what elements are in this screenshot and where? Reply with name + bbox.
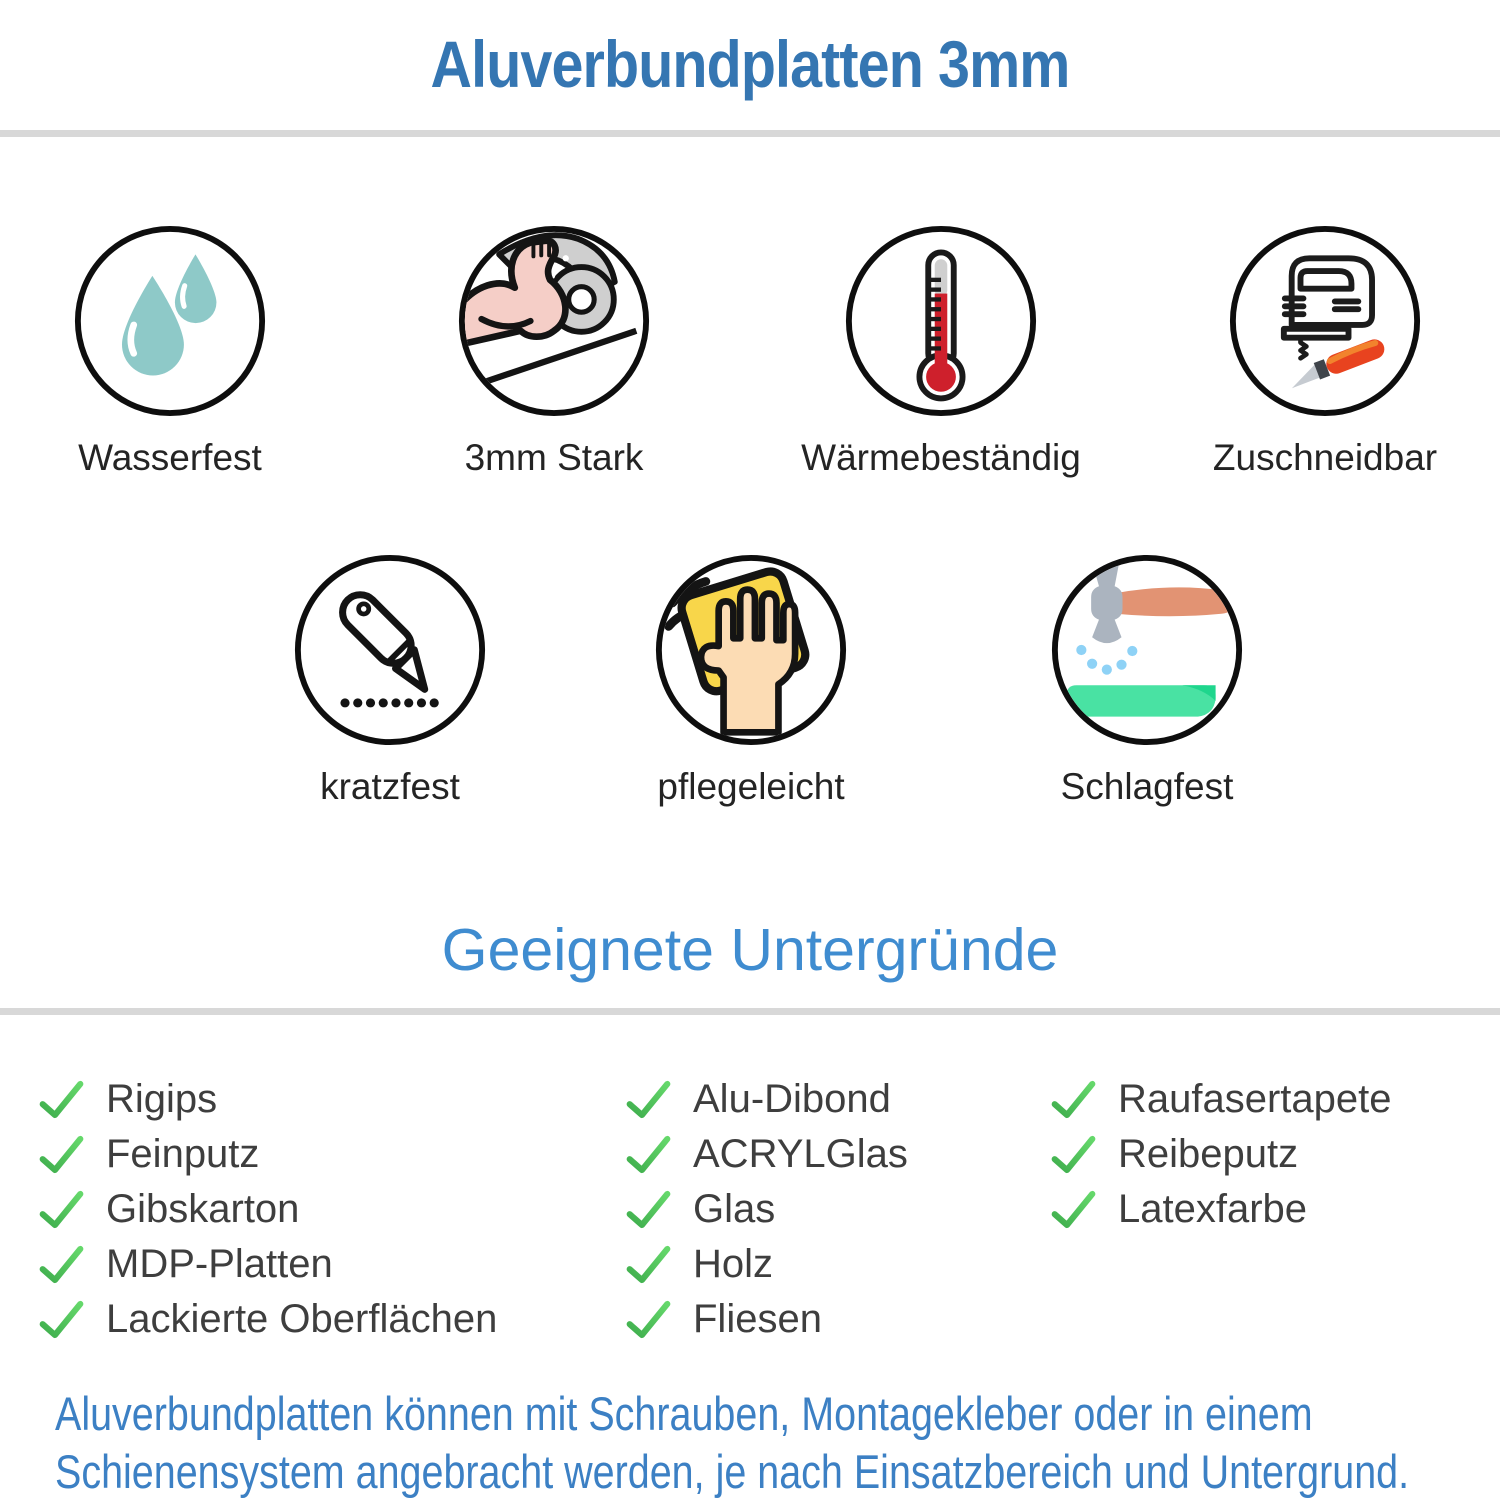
checkmark-icon: [1050, 1076, 1097, 1123]
thermometer-icon: [843, 223, 1039, 419]
substrate-label: MDP-Platten: [106, 1242, 333, 1286]
feature-schlagfest: [977, 552, 1317, 808]
checkmark-icon: [38, 1076, 85, 1123]
list-item: [38, 1237, 497, 1292]
feature-label: kratzfest: [320, 766, 460, 807]
feature-pflegeleicht: [581, 552, 921, 808]
feature-label: Wasserfest: [78, 437, 262, 478]
checkmark-icon: [625, 1131, 672, 1178]
list-item: [38, 1182, 497, 1237]
substrate-label: Fliesen: [693, 1297, 822, 1341]
feature-waermebestaendig: [771, 223, 1111, 479]
mounting-note: [55, 1385, 1409, 1500]
list-item: [1050, 1072, 1392, 1127]
muscle-arm-icon: [456, 223, 652, 419]
substrate-label: Glas: [693, 1187, 776, 1231]
substrate-label: Rigips: [106, 1077, 218, 1121]
page-title: Aluverbundplatten 3mm: [430, 27, 1070, 101]
substrate-label: Gibskarton: [106, 1187, 300, 1231]
substrate-label: Lackierte Oberflächen: [106, 1297, 498, 1341]
jigsaw-icon: [1227, 223, 1423, 419]
checkmark-icon: [38, 1296, 85, 1343]
checkmark-icon: [1050, 1186, 1097, 1233]
feature-zuschneidbar: [1155, 223, 1495, 479]
substrate-label: Raufasertapete: [1118, 1077, 1392, 1121]
list-item: [38, 1127, 497, 1182]
feature-label: Zuschneidbar: [1212, 437, 1438, 478]
checkmark-icon: [625, 1296, 672, 1343]
feature-label: 3mm Stark: [464, 437, 644, 478]
substrate-label: Holz: [693, 1242, 774, 1286]
list-item: [38, 1072, 497, 1127]
hammer-icon: [1049, 552, 1245, 748]
feature-label: Schlagfest: [1060, 766, 1234, 807]
checkmark-icon: [38, 1186, 85, 1233]
list-item: [625, 1182, 908, 1237]
feature-wasserfest: [0, 223, 340, 479]
substrate-label: Feinputz: [106, 1132, 260, 1176]
list-item: [1050, 1182, 1392, 1237]
substrate-label: Reibeputz: [1118, 1132, 1299, 1176]
checkmark-icon: [1050, 1131, 1097, 1178]
feature-3mm-stark: [384, 223, 724, 479]
feature-kratzfest: [220, 552, 560, 808]
checkmark-icon: [625, 1076, 672, 1123]
feature-label: Wärmebeständig: [801, 437, 1081, 478]
checkmark-icon: [38, 1131, 85, 1178]
checkmark-icon: [625, 1186, 672, 1233]
list-item: [625, 1292, 908, 1347]
substrate-column-1: [38, 1072, 497, 1347]
substrate-label: ACRYLGlas: [693, 1132, 908, 1176]
mounting-note-line2: Schienensystem angebracht werden, je nach Einsatzbereich und Untergrund.: [55, 1445, 1410, 1498]
divider-middle: [0, 1008, 1500, 1015]
utility-knife-icon: [292, 552, 488, 748]
list-item: [625, 1072, 908, 1127]
checkmark-icon: [625, 1241, 672, 1288]
list-item: [1050, 1127, 1392, 1182]
substrate-label: Alu-Dibond: [693, 1077, 891, 1121]
mounting-note-line1: Aluverbundplatten können mit Schrauben, Montagekleber oder in einem: [55, 1387, 1313, 1440]
cleaning-hand-icon: [653, 552, 849, 748]
feature-label: pflegeleicht: [657, 766, 845, 807]
list-item: [38, 1292, 497, 1347]
water-drops-icon: [72, 223, 268, 419]
section-title: Geeignete Untergründe: [441, 917, 1059, 983]
substrate-label: Latexfarbe: [1118, 1187, 1308, 1231]
substrate-column-2: [625, 1072, 908, 1347]
list-item: [625, 1237, 908, 1292]
list-item: [625, 1127, 908, 1182]
checkmark-icon: [38, 1241, 85, 1288]
divider-top: [0, 130, 1500, 137]
substrate-column-3: [1050, 1072, 1392, 1237]
